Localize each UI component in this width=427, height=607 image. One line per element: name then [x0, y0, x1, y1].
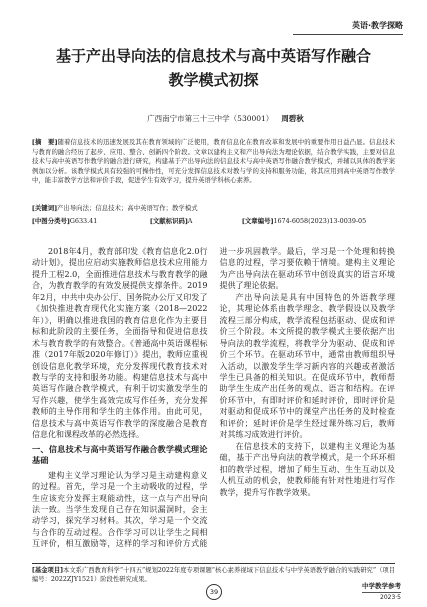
body-paragraph: 建构主义学习理论认为学习是主动建构意义的过程。首先，学习是一个主动吸收的过程，学生应该充分发挥主观能动性，这一点与产出导向法一致。当学生发现自己存在知识漏洞时，会主动学习，探究学习材料。其次，学习是一个交流与合作的互动过程。合作学习可以让学生之间相互评价，相互激励等，这样的学习和评价方式能进一步巩固教学。最后，学习是一个处理和转换信息的过程，学习要依赖于情境。建构主义理论为产出导向法在驱动环节中创设真实的语言环境提供了理论依据。: [32, 247, 395, 549]
classification-row: [32, 217, 395, 227]
abstract: [32, 138, 395, 186]
body-paragraph: 在信息技术的支持下，以建构主义理论为基础，基于产出导向法的教学模式，是一个环环相扣的教学过程，增加了师生互动、生生互动以及人机互动的机会，使教师能有针对性地进行写作教学，提升写作教学效果。: [219, 441, 395, 497]
keywords-label: [关键词]: [32, 204, 58, 212]
footnote-label: [基金项目]: [32, 567, 64, 574]
abstract-text: 随着信息技术的迅速发展及其在教育领域的广泛使用，教育信息化在教育改革和发展中的重要作用日益凸显。信息技术与教育的融合经历了起步、应用、整合、创新四个阶段。文章以建构主义和产出导向法为理论依据，结合教学实践，主要对信息技术与高中英语写作教学的融合进行研究，构建基于产出导向法的信息技术与高中英语写作融合教学模式，并辅以具体的教学案例加以分析。该教学模式具有较强的可操作性，可充分发挥信息技术对教与学的支持和服务功能，将其应用到高中英语写作教学中，能丰富教学方法和评价手段，促进学生有效学习，提升英语学科核心素养。: [32, 138, 395, 185]
footnote-text: 本文系广西教育科学“十四五”规划2022年度专项课题“核心素养视域下信息技术与中学英语教学融合的实践研究”（项目编号：2022ZJY1521）阶段性研究成果。: [32, 567, 395, 584]
doc-code-label: [文献标识码]: [150, 217, 188, 225]
funding-footnote: [32, 566, 395, 584]
article-title-line-1: 基于产出导向法的信息技术与高中英语写作融合: [55, 47, 371, 65]
author-affiliation: 广西南宁市第三十三中学（530001）: [147, 114, 274, 123]
journal-issue: 2023·5: [380, 594, 401, 601]
body-paragraph: 产出导向法是具有中国特色的外语教学理论，其理论体系由教学理念、教学假设以及教学流程三部分构成，教学流程包括驱动、促成和评价三个阶段。本文所提的教学模式主要依据产出导向法的教学流程，将教学分为驱动、促成和评价三个环节。在驱动环节中，通常由教师组织导入活动，以激发学生学习新内容的兴趣或者激活学生已具备的相关知识。在促成环节中，教师帮助学生生成产出任务的观点、语言和结构。在评价环节中，有即时评价和延时评价，即时评价是对驱动和促成环节中的课堂产出任务的及时检查和评价；延时评价是学生经过课外练习后，教师对其练习成效进行评价。: [219, 292, 395, 440]
doc-code-value: A: [187, 217, 193, 225]
page-number: 39: [206, 584, 222, 600]
article-no-value: 1674-6058(2023)13-0039-05: [273, 217, 367, 225]
article-no-label: [文章编号]: [242, 217, 274, 225]
abstract-label: [摘 要]: [32, 138, 58, 146]
clc-label: [中图分类号]: [32, 217, 70, 225]
keywords: [32, 204, 395, 214]
clc-pair: [32, 217, 150, 227]
clc-value: G633.41: [69, 217, 98, 225]
body-paragraph-intro: 2018年4月，教育部印发《教育信息化2.0行动计划》，提出应启动实施教师信息技术应用能力提升工程2.0，全面推进信息技术与教育教学的融合，为教育教学的有效发展提供支撑条件。2019年2月，中共中央办公厅、国务院办公厅又印发了《加快推进教育现代化实施方案（2018—2022年）》，明确以推进我国的教育信息化作为主要目标和此阶段的主要任务，全面指导和促进信息技术与教育教学的有效整合。《普通高中英语课程标准（2017年版2020年修订）》提出，教师应重视创设信息化教学环境，充分发挥现代教育技术对教与学的支持和服务功能。构建信息技术与高中英语写作融合教学模式，有利于切实激发学生的写作兴趣，使学生高效完成写作任务，充分发挥教师的主导作用和学生的主体作用。由此可见，信息技术与高中英语写作教学的深度融合是教育信息化和课程改革的必然选择。: [32, 247, 208, 440]
doc-code-pair: [150, 217, 242, 227]
running-header-section: 英语·教学探略: [293, 20, 403, 35]
article-title-line-2: 教学模式初探: [168, 71, 259, 89]
section-heading: 一、信息技术与高中英语写作融合教学模式理论基础: [32, 443, 208, 466]
article-title: [0, 44, 427, 92]
journal-name: 中学教学参考: [362, 582, 401, 593]
article-body: [32, 246, 395, 558]
keywords-text: 产出导向法；信息技术；高中英语写作；教学模式: [57, 204, 198, 212]
footnote-divider: [32, 563, 395, 564]
byline: [0, 114, 427, 124]
article-no-pair: [242, 217, 366, 227]
author-name: 周碧秋: [281, 114, 304, 123]
